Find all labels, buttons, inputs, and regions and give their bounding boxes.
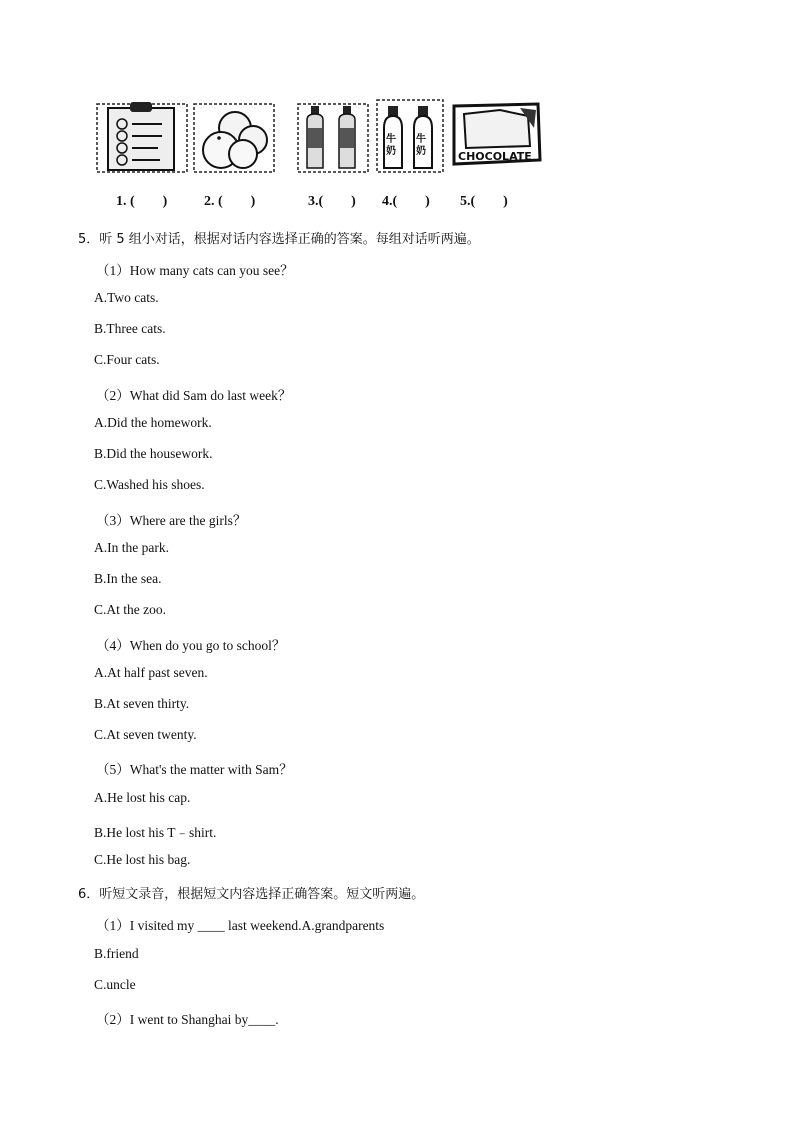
q5-5-option-c: C.He lost his bag. [94, 852, 191, 867]
picture-label-5: 5.( ) [460, 194, 508, 209]
q6-2-question: （2）I went to Shanghai by____. [96, 1012, 279, 1027]
chocolate-label: CHOCOLATE [458, 150, 532, 163]
q6-heading: 6．听短文录音，根据短文内容选择正确答案。短文听两遍。 [78, 887, 425, 902]
q6-1-question: （1）I visited my ____ last weekend.A.grandparents [96, 918, 385, 933]
q5-4-option-c: C.At seven twenty. [94, 727, 197, 742]
q5-heading: 5．听 5 组小对话，根据对话内容选择正确的答案。每组对话听两遍。 [78, 232, 480, 247]
picture-labels [112, 194, 532, 214]
oranges-picture [193, 98, 275, 174]
q5-3-option-c: C.At the zoo. [94, 602, 166, 617]
q5-2-option-a: A.Did the homework. [94, 415, 212, 430]
milk-bottles-picture [376, 98, 444, 174]
q5-5-option-a: A.He lost his cap. [94, 790, 191, 805]
q5-1-option-c: C.Four cats. [94, 352, 160, 367]
q5-2-option-b: B.Did the housework. [94, 446, 213, 461]
chocolate-picture [450, 98, 542, 174]
q5-2-option-c: C.Washed his shoes. [94, 477, 205, 492]
q5-5-question: （5）What's the matter with Sam？ [96, 762, 293, 777]
q5-3-option-b: B.In the sea. [94, 571, 162, 586]
picture-row [96, 98, 546, 178]
q5-3-question: （3）Where are the girls？ [96, 513, 247, 528]
q5-4-question: （4）When do you go to school？ [96, 638, 286, 653]
clipboard-checklist-picture [96, 98, 188, 174]
q5-4-option-a: A.At half past seven. [94, 665, 208, 680]
q5-1-question: （1）How many cats can you see？ [96, 263, 294, 278]
q5-1-option-a: A.Two cats. [94, 290, 159, 305]
milk-label-right: 牛奶 [416, 134, 426, 157]
q6-1-option-c: C.uncle [94, 977, 136, 992]
q5-5-option-b: B.He lost his T﹣shirt. [94, 825, 217, 840]
q5-1-option-b: B.Three cats. [94, 321, 166, 336]
picture-label-2: 2. ( ) [204, 194, 256, 209]
picture-label-3: 3.( ) [308, 194, 356, 209]
picture-label-1: 1. ( ) [116, 194, 168, 209]
juice-bottles-picture [297, 98, 369, 174]
picture-label-4: 4.( ) [382, 194, 430, 209]
q5-3-option-a: A.In the park. [94, 540, 169, 555]
milk-label-left: 牛奶 [386, 134, 396, 157]
q6-1-option-b: B.friend [94, 946, 139, 961]
q5-4-option-b: B.At seven thirty. [94, 696, 190, 711]
q5-2-question: （2）What did Sam do last week？ [96, 388, 292, 403]
